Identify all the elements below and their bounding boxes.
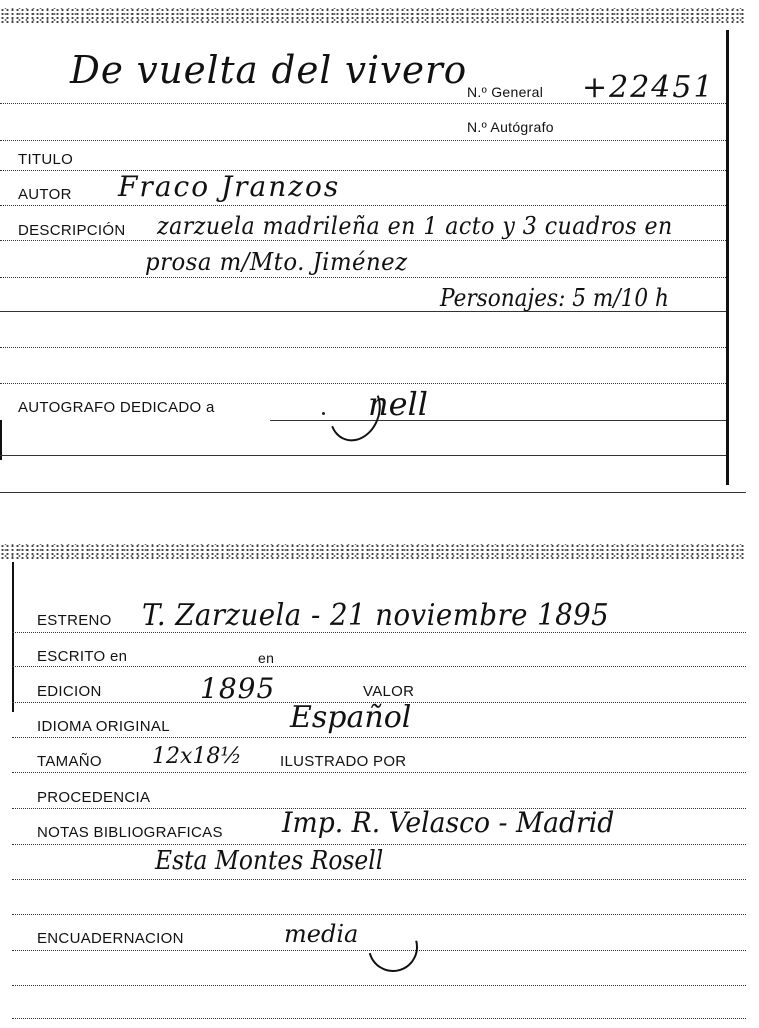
dedicado-label: AUTOGRAFO DEDICADO a (18, 399, 215, 416)
rule-line (0, 455, 726, 456)
edicion-label: EDICION (37, 683, 102, 700)
rule-line (12, 666, 746, 667)
notas-label: NOTAS BIBLIOGRAFICAS (37, 824, 223, 841)
catalog-card-top (0, 0, 746, 495)
rule-line (0, 347, 726, 348)
notas-value-line2: Esta Montes Rosell (155, 846, 384, 876)
tamano-label: TAMAÑO (37, 753, 102, 770)
rule-line (0, 205, 726, 206)
dedicado-value: nell (368, 385, 429, 423)
rule-line (12, 1018, 746, 1019)
escrito-en-label: en (258, 650, 275, 666)
torn-edge-top (0, 8, 746, 24)
rule-line (0, 140, 726, 141)
autografo-number-label: N.º Autógrafo (467, 119, 554, 135)
rule-line (0, 277, 726, 278)
encuadernacion-label: ENCUADERNACION (37, 930, 184, 947)
notas-value-line1: Imp. R. Velasco - Madrid (282, 806, 615, 839)
ink-mark (359, 913, 427, 981)
rule-line (12, 844, 746, 845)
rule-line (12, 879, 746, 880)
ilustrado-label: ILUSTRADO POR (280, 753, 407, 770)
rule-line (0, 170, 726, 171)
descripcion-value-line3: Personajes: 5 m/10 h (440, 284, 669, 312)
ink-speck (322, 412, 325, 415)
estreno-label: ESTRENO (37, 612, 112, 629)
card-bottom-border (0, 492, 746, 493)
rule-line (12, 772, 746, 773)
catalog-card-bottom (0, 540, 746, 1028)
torn-edge-top (0, 544, 746, 560)
rule-line (12, 737, 746, 738)
idioma-label: IDIOMA ORIGINAL (37, 718, 170, 735)
card-left-edge (0, 420, 2, 460)
card-right-edge (726, 30, 729, 485)
general-number-label: N.º General (467, 84, 544, 100)
edicion-value: 1895 (200, 672, 276, 705)
autor-value: Fraco Jranzos (118, 170, 341, 203)
tamano-value: 12x18½ (152, 744, 242, 769)
idioma-value: Español (290, 700, 412, 735)
descripcion-label: DESCRIPCIÓN (18, 222, 126, 239)
descripcion-value-line1: zarzuela madrileña en 1 acto y 3 cuadros en (157, 212, 673, 240)
rule-line (0, 240, 726, 241)
autor-label: AUTOR (18, 186, 72, 203)
rule-line (12, 914, 746, 915)
title-handwritten: De vuelta del vivero (70, 48, 468, 92)
encuadernacion-value: media (284, 920, 359, 948)
rule-line (12, 985, 746, 986)
estreno-value: T. Zarzuela - 21 noviembre 1895 (142, 598, 610, 633)
card-left-edge (12, 562, 14, 712)
descripcion-value-line2: prosa m/Mto. Jiménez (145, 248, 408, 276)
procedencia-label: PROCEDENCIA (37, 789, 151, 806)
escrito-label: ESCRITO en (37, 648, 128, 665)
titulo-label: TITULO (18, 151, 74, 168)
valor-label: VALOR (363, 683, 415, 700)
general-number-value: +22451 (582, 70, 715, 105)
